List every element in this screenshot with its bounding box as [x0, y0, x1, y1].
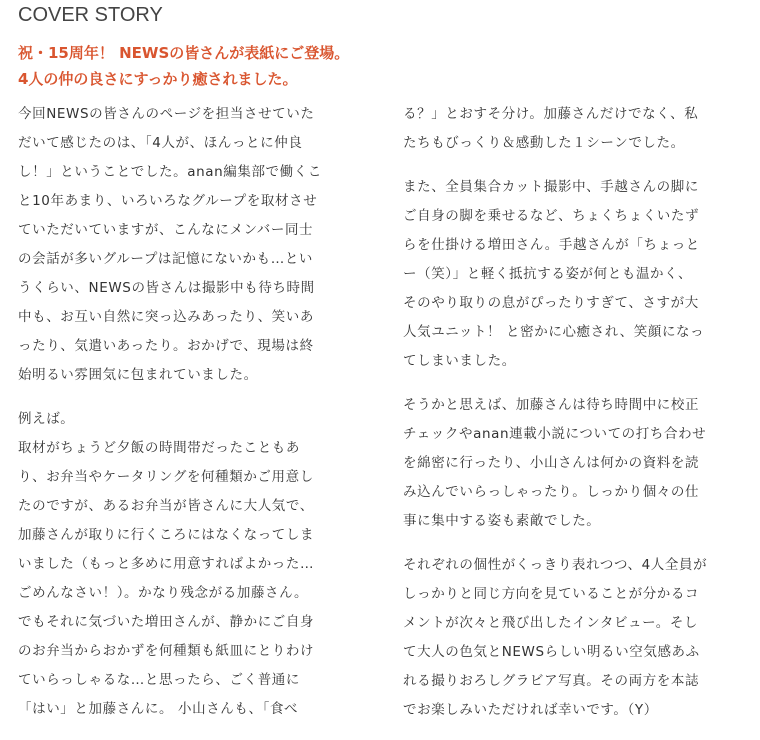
- right-column: [403, 100, 748, 740]
- text-line: のお弁当からおかずを何種類も紙皿にとりわけ: [18, 643, 315, 659]
- text-line: ごめんなさい！）。かなり残念がる加藤さん。: [18, 585, 309, 601]
- headline-line: 4人の仲の良さにすっかり癒されました。: [18, 70, 298, 88]
- text-line: たのですが、あるお弁当が皆さんに大人気で、: [18, 498, 314, 514]
- paragraph: [403, 551, 748, 725]
- headline-line: 祝・15周年！ NEWSの皆さんが表紙にご登場。: [18, 44, 350, 62]
- text-line: て大人の色気とNEWSらしい明るい空気感あふ: [403, 644, 700, 660]
- text-line: いました（もっと多めに用意すればよかった…: [18, 556, 315, 572]
- text-line: うくらい、NEWSの皆さんは撮影中も待ち時間: [18, 280, 315, 296]
- section-label: COVER STORY: [18, 4, 163, 26]
- text-line: 「はい」と加藤さんに。 小山さんも、「食べ: [18, 701, 299, 717]
- text-line: の会話が多いグループは記憶にないかも…とい: [18, 251, 314, 267]
- text-line: ー（笑）」と軽く抵抗する姿が何とも温かく、: [403, 266, 693, 282]
- text-line: 取材がちょうど夕飯の時間帯だったこともあ: [18, 440, 300, 456]
- text-line: しっかりと同じ方向を見ていることが分かるコ: [403, 586, 700, 602]
- text-line: チェックやanan連載小説についての打ち合わせ: [403, 426, 707, 442]
- text-line: でもそれに気づいた増田さんが、静かにご自身: [18, 614, 315, 630]
- paragraph: [403, 391, 748, 536]
- text-line: 加藤さんが取りに行くころにはなくなってしま: [18, 527, 315, 543]
- text-line: し！」ということでした。anan編集部で働くこ: [18, 164, 322, 180]
- text-line: たちもびっくり＆感動した１シーンでした。: [403, 135, 685, 151]
- paragraph: [403, 173, 748, 376]
- text-line: 例えば。: [18, 411, 75, 427]
- text-line: だいて感じたのは、「4人が、ほんっとに仲良: [18, 135, 303, 151]
- text-line: でお楽しみいただければ幸いです。（Y）: [403, 702, 658, 718]
- text-line: それぞれの個性がくっきり表れつつ、4人全員が: [403, 557, 708, 573]
- text-line: 中も、お互い自然に突っ込みあったり、笑いあ: [18, 309, 314, 325]
- text-line: 事に集中する姿も素敵でした。: [403, 513, 601, 529]
- text-line: また、全員集合カット撮影中、手越さんの脚に: [403, 179, 699, 195]
- text-line: ったり、気遣いあったり。おかげで、現場は終: [18, 338, 314, 354]
- article-headline: [18, 40, 349, 92]
- text-line: 今回NEWSの皆さんのページを担当させていた: [18, 106, 315, 122]
- text-line: らを仕掛ける増田さん。手越さんが「ちょっと: [403, 237, 700, 253]
- text-line: と10年あまり、いろいろなグループを取材させ: [18, 193, 318, 209]
- text-line: そのやり取りの息がぴったりすぎて、さすが大: [403, 295, 699, 311]
- text-line: ていただいていますが、こんなにメンバー同士: [18, 222, 314, 238]
- text-line: ていらっしゃるな…と思ったら、ごく普通に: [18, 672, 300, 688]
- text-line: を綿密に行ったり、小山さんは何かの資料を読: [403, 455, 700, 471]
- left-column: [18, 100, 363, 739]
- text-line: そうかと思えば、加藤さんは待ち時間中に校正: [403, 397, 700, 413]
- text-line: れる撮りおろしグラビア写真。その両方を本誌: [403, 673, 700, 689]
- text-line: メントが次々と飛び出したインタビュー。そし: [403, 615, 699, 631]
- paragraph: [18, 100, 363, 390]
- paragraph: [18, 405, 363, 724]
- text-line: り、お弁当やケータリングを何種類かご用意し: [18, 469, 314, 485]
- text-line: み込んでいらっしゃったり。しっかり個々の仕: [403, 484, 700, 500]
- text-line: る？」とおすそ分け。加藤さんだけでなく、私: [403, 106, 699, 122]
- text-line: 始明るい雰囲気に包まれていました。: [18, 367, 258, 383]
- text-line: 人気ユニット！ と密かに心癒され、笑顔になっ: [403, 324, 705, 340]
- paragraph: [403, 100, 748, 158]
- text-line: ご自身の脚を乗せるなど、ちょくちょくいたず: [403, 208, 700, 224]
- text-line: てしまいました。: [403, 353, 516, 369]
